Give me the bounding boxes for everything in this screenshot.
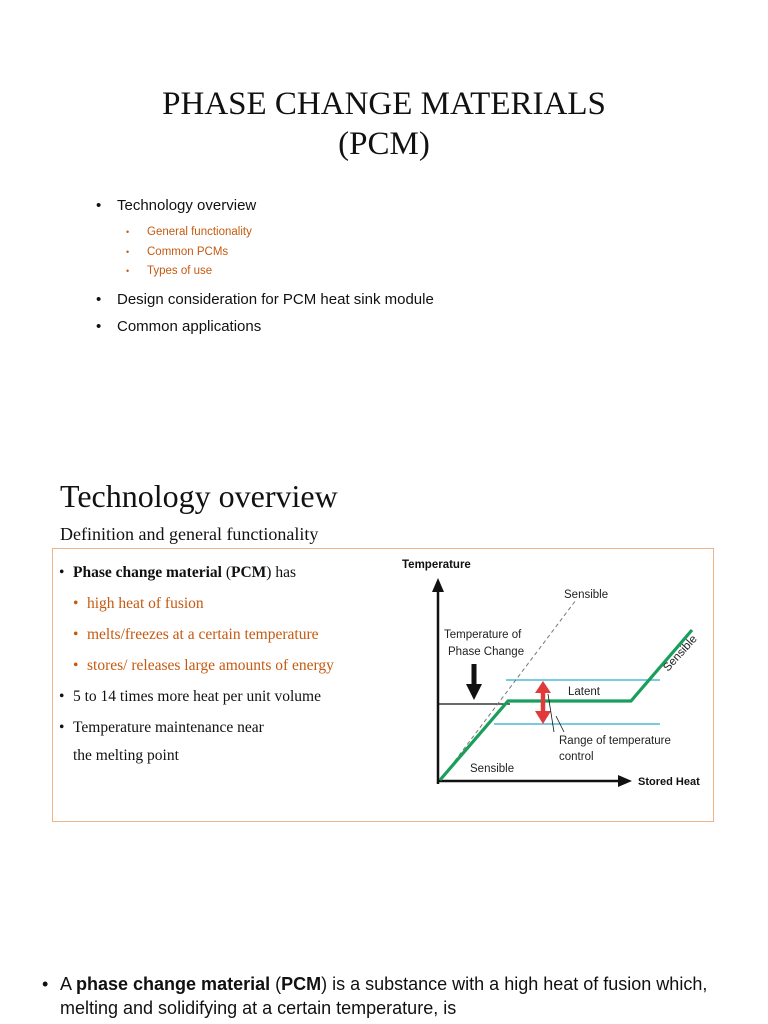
bullet-design-consideration: • Design consideration for PCM heat sink module — [96, 290, 716, 310]
title-line-1: PHASE CHANGE MATERIALS — [162, 86, 606, 122]
range-arrow-up — [535, 681, 551, 693]
y-axis-label: Temperature — [402, 559, 471, 571]
title-line-2: (PCM) — [338, 126, 430, 162]
range-label-line-2: control — [559, 751, 594, 763]
slide2-subtitle: Definition and general functionality — [60, 524, 319, 544]
sub-bullet-melts-freezes: • melts/freezes at a certain temperature — [73, 624, 409, 646]
phase-change-arrow-head — [466, 684, 482, 700]
sub-bullet-types-of-use: • Types of use — [126, 262, 716, 282]
sub-bullet-heat-of-fusion: • high heat of fusion — [73, 593, 409, 615]
slide2-bullet-list — [59, 562, 409, 776]
bullet-temperature-maintenance — [59, 717, 409, 767]
pcm-paren-open: ( — [221, 564, 231, 581]
phase-change-diagram — [398, 552, 714, 802]
temperature-maintenance-line-2: the melting point — [73, 747, 179, 764]
slide3-pcm-term: phase change material — [76, 974, 271, 994]
bullet-common-applications: • Common applications — [96, 317, 716, 337]
pcm-term: Phase change material — [73, 564, 222, 581]
sensible-dashed-line — [442, 600, 576, 778]
sensible-slope-label: Sensible — [661, 633, 700, 675]
phase-change-label-line-2: Phase Change — [448, 646, 525, 658]
slide3-text — [42, 972, 742, 1020]
phase-change-label-line-1: Temperature of — [444, 629, 522, 641]
slide3-bullet — [42, 972, 742, 1020]
slide3-paren-open: ( — [270, 974, 282, 994]
slide1-bullet-list — [96, 196, 716, 344]
y-axis-arrowhead — [432, 578, 444, 592]
pcm-abbrev: PCM — [231, 564, 267, 581]
bullet-heat-per-volume: • 5 to 14 times more heat per unit volume — [59, 686, 409, 708]
sub-bullet-stores-releases: • stores/ releases large amounts of energy — [73, 655, 409, 677]
slide3-pcm-abbrev: PCM — [281, 974, 322, 994]
sensible-bottom-label: Sensible — [470, 763, 515, 775]
range-arrow-down — [535, 711, 551, 724]
bullet-technology-overview: • Technology overview — [96, 196, 716, 216]
pcm-has: ) has — [266, 564, 296, 581]
x-axis-arrowhead — [618, 775, 632, 787]
sub-bullet-common-pcms: • Common PCMs — [126, 243, 716, 263]
bullet-pcm-definition — [59, 562, 409, 584]
slide1-title — [0, 84, 768, 164]
range-label-line-1: Range of temperature — [559, 735, 671, 747]
temperature-maintenance-line-1: Temperature maintenance near — [73, 719, 264, 736]
slide3-text-pre: A — [60, 974, 77, 994]
slide3-text-rest: ) is a substance with a high heat of fusion which, melting and solidifying at a certain temperature, is — [60, 974, 708, 1018]
latent-label: Latent — [568, 686, 600, 698]
slide2-title: Technology overview — [60, 478, 338, 514]
sub-bullet-general-functionality: • General functionality — [126, 223, 716, 243]
technology-overview-sublist — [126, 223, 716, 282]
sensible-dashed-label: Sensible — [564, 589, 609, 601]
x-axis-label: Stored Heat — [638, 776, 700, 788]
slide3-bullet-dot: • — [42, 974, 49, 994]
